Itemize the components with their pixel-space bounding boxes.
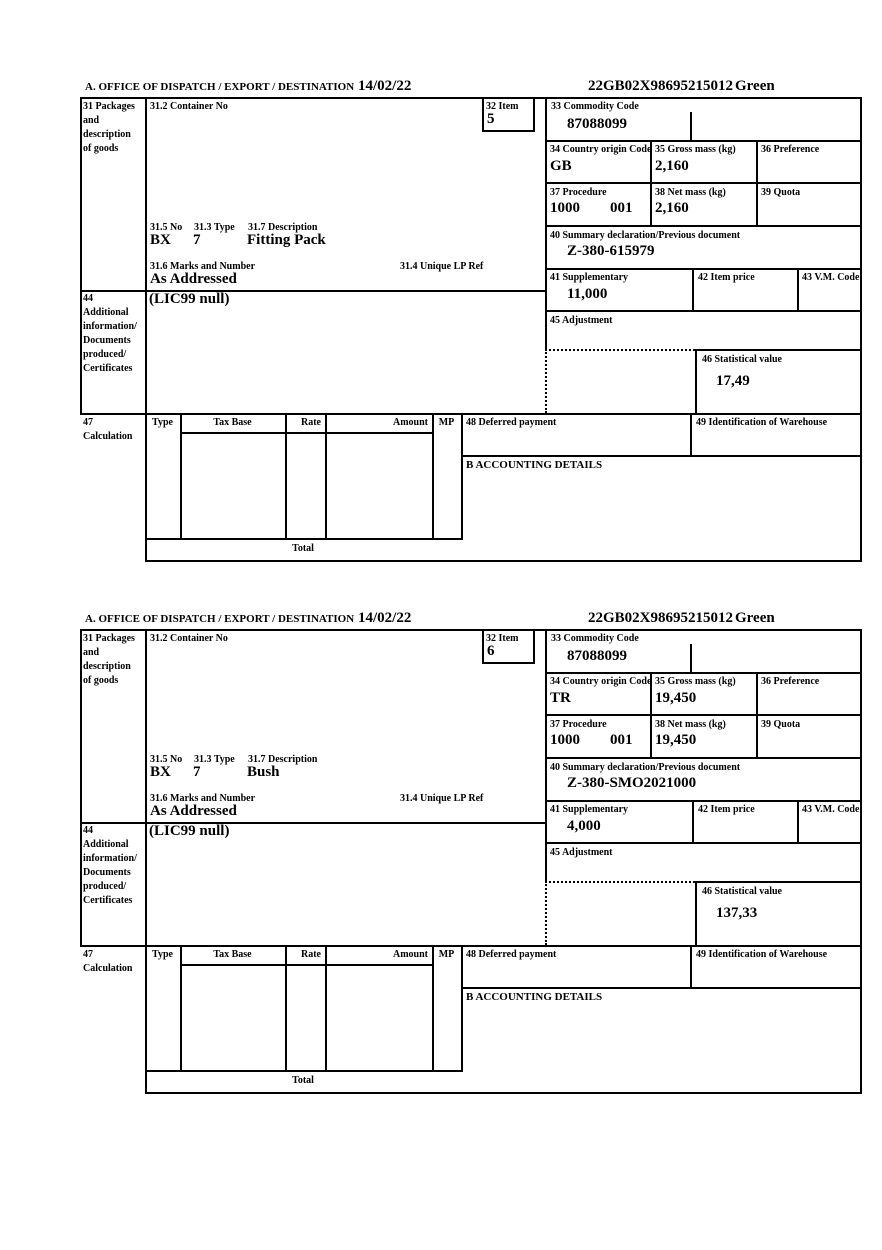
tax-table-bottom-border	[145, 538, 463, 540]
box44-label-line1: 44	[83, 825, 93, 836]
package-no-value: BX	[150, 232, 171, 248]
commodity-code-value: 87088099	[567, 648, 627, 664]
box40-bottom-border	[545, 268, 860, 270]
commodity-code-label: 33 Commodity Code	[551, 101, 639, 112]
form-top-border	[80, 629, 862, 631]
marks-number-label: 31.6 Marks and Number	[150, 261, 256, 272]
box44-label-line2: Additional	[83, 839, 129, 850]
box47-top-border	[80, 413, 862, 415]
gross-mass-label: 35 Gross mass (kg)	[655, 144, 736, 155]
marks-number-value: As Addressed	[150, 803, 237, 819]
box46-top-border	[695, 349, 862, 351]
tax-col1-divider	[180, 945, 182, 1072]
deferred-payment-label: 48 Deferred payment	[466, 417, 557, 428]
item-box-bottom-border	[482, 662, 535, 664]
previous-document-value: Z-380-615979	[567, 243, 655, 259]
container-no-label: 31.2 Container No	[150, 101, 228, 112]
package-description-label: 31.7 Description	[248, 222, 318, 233]
accounting-details-label: B ACCOUNTING DETAILS	[466, 459, 603, 471]
left-column-divider	[145, 629, 147, 1094]
box42-box43-divider	[797, 800, 799, 844]
box42-box43-divider	[797, 268, 799, 312]
item-box-left-border	[482, 97, 484, 132]
box44-label-line1: 44	[83, 293, 93, 304]
statistical-value-label: 46 Statistical value	[702, 886, 782, 897]
package-description-label: 31.7 Description	[248, 754, 318, 765]
commodity-code-subdivider	[690, 644, 692, 672]
net-mass-label: 38 Net mass (kg)	[655, 719, 726, 730]
box44-label-line5: produced/	[83, 881, 127, 892]
procedure-label: 37 Procedure	[550, 719, 607, 730]
item-box-right-border	[533, 97, 535, 132]
box35-box36-divider	[756, 140, 758, 227]
form-bottom-border	[145, 1092, 862, 1094]
procedure-label: 37 Procedure	[550, 187, 607, 198]
country-origin-label: 34 Country origin Code	[550, 676, 652, 687]
declaration-date: 14/02/22	[358, 78, 412, 94]
supplementary-label: 41 Supplementary	[550, 804, 629, 815]
summary-declaration-label: 40 Summary declaration/Previous document	[550, 762, 741, 773]
tax-mp-header: MP	[438, 417, 455, 428]
country-origin-value: TR	[550, 690, 571, 706]
package-type-label: 31.3 Type	[194, 754, 235, 765]
item-price-label: 42 Item price	[698, 272, 755, 283]
form-left-border	[80, 629, 82, 947]
tax-table-right-border	[461, 945, 463, 1072]
quota-label: 39 Quota	[761, 187, 801, 198]
net-mass-value: 2,160	[655, 200, 689, 216]
adjustment-label: 45 Adjustment	[550, 847, 613, 858]
preference-label: 36 Preference	[761, 676, 820, 687]
tax-col4-divider	[432, 413, 434, 540]
item-box-right-border	[533, 629, 535, 664]
country-origin-label: 34 Country origin Code	[550, 144, 652, 155]
package-type-value: 7	[193, 764, 201, 780]
package-no-value: BX	[150, 764, 171, 780]
declaration-item-copy	[0, 612, 882, 1112]
supplementary-value: 11,000	[567, 286, 608, 302]
box37-bottom-border	[545, 757, 860, 759]
package-type-value: 7	[193, 232, 201, 248]
box44-label-line5: produced/	[83, 349, 127, 360]
additional-info-value: (LIC99 null)	[149, 823, 230, 839]
tax-col4-divider	[432, 945, 434, 1072]
tax-amount-header: Amount	[392, 949, 428, 960]
commodity-code-subdivider	[690, 112, 692, 140]
box31-label-line1: 31 Packages	[83, 101, 135, 112]
gross-mass-label: 35 Gross mass (kg)	[655, 676, 736, 687]
procedure-value: 1000	[550, 732, 580, 748]
warehouse-id-label: 49 Identification of Warehouse	[696, 949, 828, 960]
box47-label-line2: Calculation	[83, 431, 133, 442]
tax-col3-divider	[325, 945, 327, 1072]
box44-label-line2: Additional	[83, 307, 129, 318]
vm-code-label: 43 V.M. Code	[802, 804, 860, 815]
form-right-border	[860, 629, 862, 1094]
office-of-dispatch-label: A. OFFICE OF DISPATCH / EXPORT / DESTINATION	[85, 81, 355, 93]
commodity-code-label: 33 Commodity Code	[551, 633, 639, 644]
box44-label-line6: Certificates	[83, 363, 133, 374]
package-no-label: 31.5 No	[150, 754, 183, 765]
unique-lp-ref-label: 31.4 Unique LP Ref	[400, 793, 484, 804]
box48-box49-divider	[690, 945, 692, 989]
statistical-value-value: 17,49	[716, 373, 750, 389]
item-number-label: 32 Item	[486, 101, 519, 112]
commodity-code-value: 87088099	[567, 116, 627, 132]
box47-label-line1: 47	[83, 949, 93, 960]
tax-table-right-border	[461, 413, 463, 540]
mrn-value: 22GB02X98695215012	[588, 610, 734, 626]
tax-base-header: Tax Base	[213, 949, 252, 960]
box41-bottom-border	[545, 310, 860, 312]
package-type-label: 31.3 Type	[194, 222, 235, 233]
procedure-value-2: 001	[610, 732, 633, 748]
box48-box49-divider	[690, 413, 692, 457]
gross-mass-value: 19,450	[655, 690, 697, 706]
adjustment-dotted-left-border	[545, 881, 547, 945]
box46-top-border	[695, 881, 862, 883]
item-box-bottom-border	[482, 130, 535, 132]
quota-label: 39 Quota	[761, 719, 801, 730]
box31-label-line2: and	[83, 115, 100, 126]
box31-label-line3: description	[83, 129, 131, 140]
procedure-value: 1000	[550, 200, 580, 216]
adjustment-dotted-left-border	[545, 349, 547, 413]
box37-bottom-border	[545, 225, 860, 227]
procedure-value-2: 001	[610, 200, 633, 216]
marks-number-label: 31.6 Marks and Number	[150, 793, 256, 804]
box48-bottom-border	[461, 987, 862, 989]
tax-table-bottom-border	[145, 1070, 463, 1072]
tax-col2-divider	[285, 413, 287, 540]
mrn-value: 22GB02X98695215012	[588, 78, 734, 94]
box46-left-border	[695, 881, 697, 945]
box48-bottom-border	[461, 455, 862, 457]
box31-label-line2: and	[83, 647, 100, 658]
box31-label-line3: description	[83, 661, 131, 672]
unique-lp-ref-label: 31.4 Unique LP Ref	[400, 261, 484, 272]
item-number-label: 32 Item	[486, 633, 519, 644]
box35-box36-divider	[756, 672, 758, 759]
box34-bottom-border	[545, 714, 860, 716]
box41-box42-divider	[692, 800, 694, 844]
box41-box42-divider	[692, 268, 694, 312]
tax-rate-header: Rate	[301, 949, 321, 960]
tax-type-header: Type	[152, 417, 173, 428]
box33-bottom-border	[545, 140, 860, 142]
box47-label-line2: Calculation	[83, 963, 133, 974]
box31-label-line1: 31 Packages	[83, 633, 135, 644]
preference-label: 36 Preference	[761, 144, 820, 155]
tax-type-header: Type	[152, 949, 173, 960]
tax-col3-divider	[325, 413, 327, 540]
item-price-label: 42 Item price	[698, 804, 755, 815]
right-column-divider	[545, 97, 547, 351]
box31-label-line4: of goods	[83, 675, 119, 686]
box34-bottom-border	[545, 182, 860, 184]
statistical-value-value: 137,33	[716, 905, 758, 921]
office-of-dispatch-label: A. OFFICE OF DISPATCH / EXPORT / DESTINATION	[85, 613, 355, 625]
package-description-value: Fitting Pack	[247, 232, 326, 248]
additional-info-value: (LIC99 null)	[149, 291, 230, 307]
marks-number-value: As Addressed	[150, 271, 237, 287]
box44-label-line4: Documents	[83, 335, 131, 346]
box40-bottom-border	[545, 800, 860, 802]
statistical-value-label: 46 Statistical value	[702, 354, 782, 365]
item-box-left-border	[482, 629, 484, 664]
routing-status: Green	[735, 610, 775, 626]
tax-total-label: Total	[292, 543, 314, 554]
country-origin-value: GB	[550, 158, 572, 174]
tax-rate-header: Rate	[301, 417, 321, 428]
tax-header-underline	[180, 964, 434, 966]
form-left-border	[80, 97, 82, 415]
adjustment-dotted-border	[545, 349, 695, 351]
tax-mp-header: MP	[438, 949, 455, 960]
tax-col1-divider	[180, 413, 182, 540]
box44-label-line6: Certificates	[83, 895, 133, 906]
box44-label-line3: information/	[83, 321, 137, 332]
package-description-value: Bush	[247, 764, 280, 780]
tax-header-underline	[180, 432, 434, 434]
tax-base-header: Tax Base	[213, 417, 252, 428]
warehouse-id-label: 49 Identification of Warehouse	[696, 417, 828, 428]
package-no-label: 31.5 No	[150, 222, 183, 233]
net-mass-label: 38 Net mass (kg)	[655, 187, 726, 198]
form-top-border	[80, 97, 862, 99]
box41-bottom-border	[545, 842, 860, 844]
box47-label-line1: 47	[83, 417, 93, 428]
declaration-date: 14/02/22	[358, 610, 412, 626]
container-no-label: 31.2 Container No	[150, 633, 228, 644]
vm-code-label: 43 V.M. Code	[802, 272, 860, 283]
routing-status: Green	[735, 78, 775, 94]
box44-label-line4: Documents	[83, 867, 131, 878]
tax-total-label: Total	[292, 1075, 314, 1086]
right-column-divider	[545, 629, 547, 883]
box46-left-border	[695, 349, 697, 413]
previous-document-value: Z-380-SMO2021000	[567, 775, 697, 791]
item-number-value: 5	[487, 111, 495, 127]
gross-mass-value: 2,160	[655, 158, 689, 174]
box44-label-line3: information/	[83, 853, 137, 864]
accounting-details-label: B ACCOUNTING DETAILS	[466, 991, 603, 1003]
declaration-item-copy	[0, 80, 882, 580]
tax-col2-divider	[285, 945, 287, 1072]
summary-declaration-label: 40 Summary declaration/Previous document	[550, 230, 741, 241]
box33-bottom-border	[545, 672, 860, 674]
deferred-payment-label: 48 Deferred payment	[466, 949, 557, 960]
left-column-divider	[145, 97, 147, 562]
form-bottom-border	[145, 560, 862, 562]
supplementary-label: 41 Supplementary	[550, 272, 629, 283]
adjustment-dotted-border	[545, 881, 695, 883]
supplementary-value: 4,000	[567, 818, 601, 834]
tax-amount-header: Amount	[392, 417, 428, 428]
form-right-border	[860, 97, 862, 562]
item-number-value: 6	[487, 643, 495, 659]
box31-label-line4: of goods	[83, 143, 119, 154]
adjustment-label: 45 Adjustment	[550, 315, 613, 326]
net-mass-value: 19,450	[655, 732, 697, 748]
box47-top-border	[80, 945, 862, 947]
